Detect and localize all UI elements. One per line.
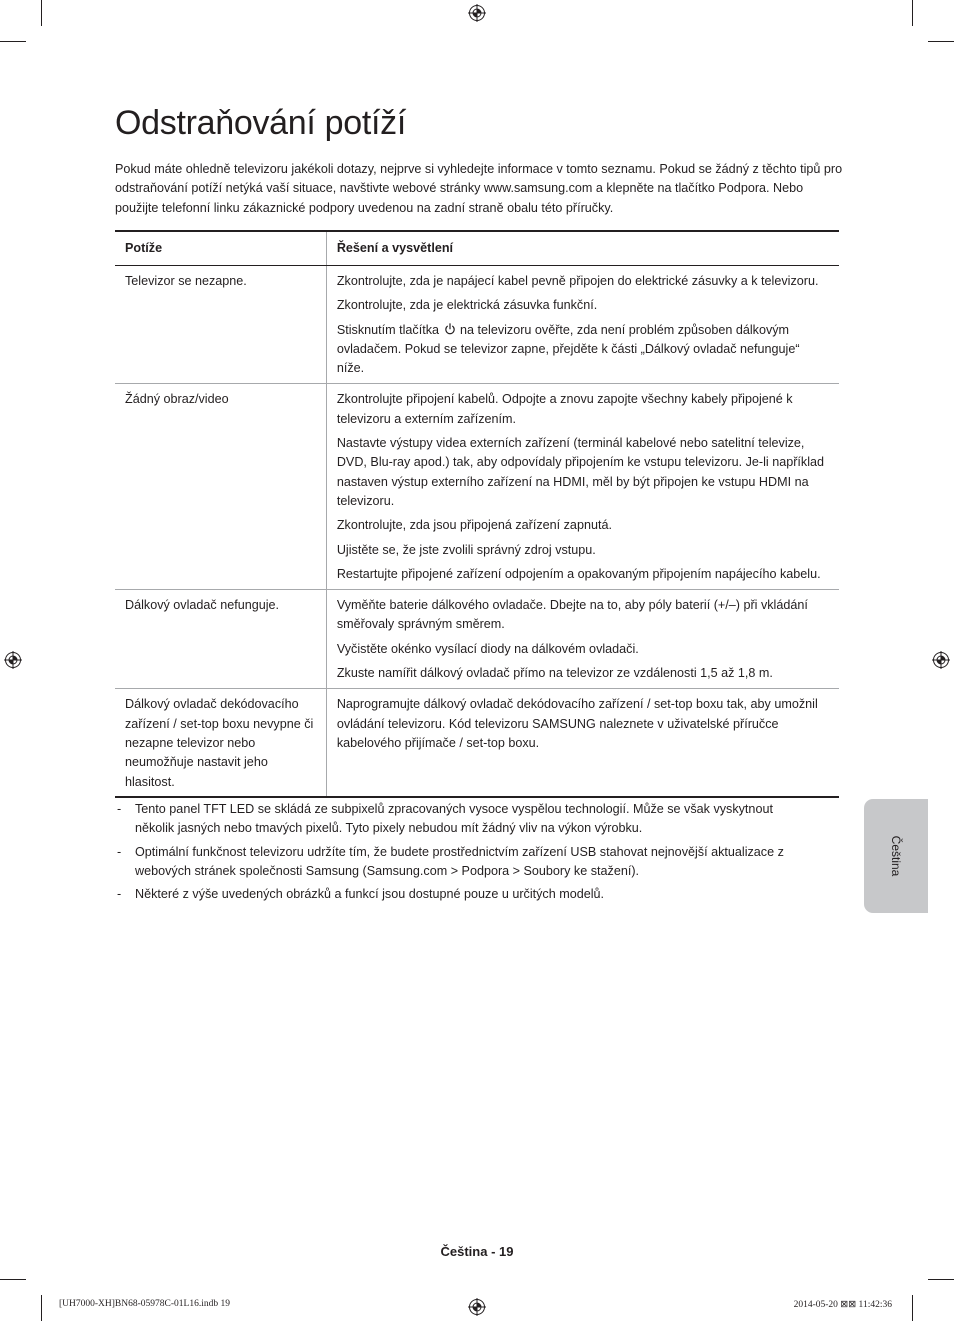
crop-mark: [41, 0, 42, 26]
solution-item: Zkontrolujte, zda jsou připojená zařízení zapnutá.: [336, 518, 612, 533]
crop-mark: [0, 41, 26, 42]
solution-item: Ujistěte se, že jste zvolili správný zdroj vstupu.: [336, 542, 596, 557]
crop-mark: [41, 1295, 42, 1321]
note-dash: -: [117, 844, 122, 859]
table-row: [115, 689, 839, 797]
solution-cell: [326, 590, 839, 689]
page-number: Čeština - 19: [440, 1244, 514, 1259]
crop-mark: [0, 1279, 26, 1280]
problem-cell: Televizor se nezapne.: [115, 266, 326, 384]
solution-item: Zkontrolujte, zda je napájecí kabel pevně připojen do elektrické zásuvky a k televizoru.: [336, 274, 819, 288]
registration-mark-icon: [932, 651, 950, 669]
power-icon: [444, 323, 456, 335]
problem-cell: Žádný obraz/video: [115, 384, 326, 590]
column-header-solution: Řešení a vysvětlení: [326, 231, 839, 266]
table-row: [115, 266, 839, 384]
notes-list: [115, 800, 815, 908]
problem-cell: Dálkový ovladač nefunguje.: [115, 590, 326, 689]
solution-cell: [326, 689, 839, 797]
solution-item: [337, 321, 829, 379]
table-row: [115, 384, 839, 590]
print-imprint-file: [UH7000-XH]BN68-05978C-01L16.indb 19: [59, 1299, 230, 1309]
crop-mark: [912, 1295, 913, 1321]
intro-paragraph: Pokud máte ohledně televizoru jakékoli dotazy, nejprve si vyhledejte informace v tomto seznamu. Pokud se žádný z těchto tipů pro odstraňování potíží netýká vaší situace, navštivte webové stránky www.samsung.com a klepněte na tlačítko Podpora. Nebo použijte telefonní linku zákaznické podpory uvedenou na zadní straně obalu této příručky.: [115, 162, 843, 215]
note-text: Některé z výše uvedených obrázků a funkcí jsou dostupné pouze u určitých modelů.: [135, 887, 605, 902]
print-imprint-timestamp: 2014-05-20 ⊠⊠ 11:42:36: [793, 1300, 892, 1310]
solution-item: Zkontrolujte připojení kabelů. Odpojte a znovu zapojte všechny kabely připojené k televizoru a externím zařízením.: [336, 392, 793, 426]
crop-mark: [928, 1279, 954, 1280]
crop-mark: [928, 41, 954, 42]
troubleshooting-table: [115, 230, 839, 798]
table-row: [115, 590, 839, 689]
registration-mark-icon: [468, 1298, 486, 1316]
registration-mark-icon: [4, 651, 22, 669]
page-title: Odstraňování potíží: [115, 104, 407, 142]
solution-item: Restartujte připojené zařízení odpojením a opakovaným připojením napájecího kabelu.: [336, 566, 821, 581]
problem-cell: Dálkový ovladač dekódovacího zařízení / set-top boxu nevypne či nezapne televizor nebo neumožňuje nastavit jeho hlasitost.: [115, 689, 326, 797]
note-text: Tento panel TFT LED se skládá ze subpixelů zpracovaných vysoce vyspělou technologií. Může se však vyskytnout několik jasných nebo tmavých pixelů. Tyto pixely nebudou mít žádný vliv na výkon výrobku.: [135, 802, 773, 836]
solution-item: Zkuste namířit dálkový ovladač přímo na televizor ze vzdálenosti 1,5 až 1,8 m.: [336, 666, 773, 681]
table-header-row: [115, 231, 839, 266]
note-item: [115, 885, 815, 904]
solution-cell: [326, 384, 839, 590]
crop-mark: [912, 0, 913, 26]
solution-item: Nastavte výstupy videa externích zařízení (terminál kabelové nebo satelitní televize, DVD, Blu-ray apod.) tak, aby odpovídaly připojením ke vstupu televizoru. Je-li například nastaven výstup externího zařízení na HDMI, měl by být připojen ke vstupu HDMI na televizoru.: [336, 436, 825, 508]
language-tab-label: Čeština: [889, 835, 903, 877]
note-item: [115, 800, 815, 839]
column-header-problem: Potíže: [115, 231, 326, 266]
note-item: [115, 843, 815, 882]
solution-text-part: Stisknutím tlačítka: [336, 322, 440, 337]
language-side-tab: [864, 799, 928, 913]
note-dash: -: [117, 802, 122, 816]
solution-item: Naprogramujte dálkový ovladač dekódovacího zařízení / set-top boxu tak, aby umožnil ovládání televizoru. Kód televizoru SAMSUNG naleznete v uživatelské příručce kabelového přijímače / set-top boxu.: [336, 697, 818, 750]
solution-item: Vyčistěte okénko vysílací diody na dálkovém ovladači.: [336, 641, 639, 656]
solution-item: Vyměňte baterie dálkového ovladače. Dbejte na to, aby póly baterií (+/–) při vkládání směřovaly správným směrem.: [336, 598, 808, 632]
registration-mark-icon: [468, 4, 486, 22]
solution-text-part: na televizoru ověřte, zda není problém způsoben dálkovým ovladačem. Pokud se televizor zapne, přejděte k části „Dálkový ovladač nefunguje“ níže.: [336, 322, 800, 376]
solution-item: Zkontrolujte, zda je elektrická zásuvka funkční.: [336, 298, 598, 313]
solution-cell: [326, 266, 839, 384]
note-dash: -: [117, 887, 122, 902]
note-text: Optimální funkčnost televizoru udržíte tím, že budete prostřednictvím zařízení USB stahovat nejnovější aktualizace z webových stránek společnosti Samsung (Samsung.com > Podpora > Soubory ke stažení).: [135, 844, 784, 878]
